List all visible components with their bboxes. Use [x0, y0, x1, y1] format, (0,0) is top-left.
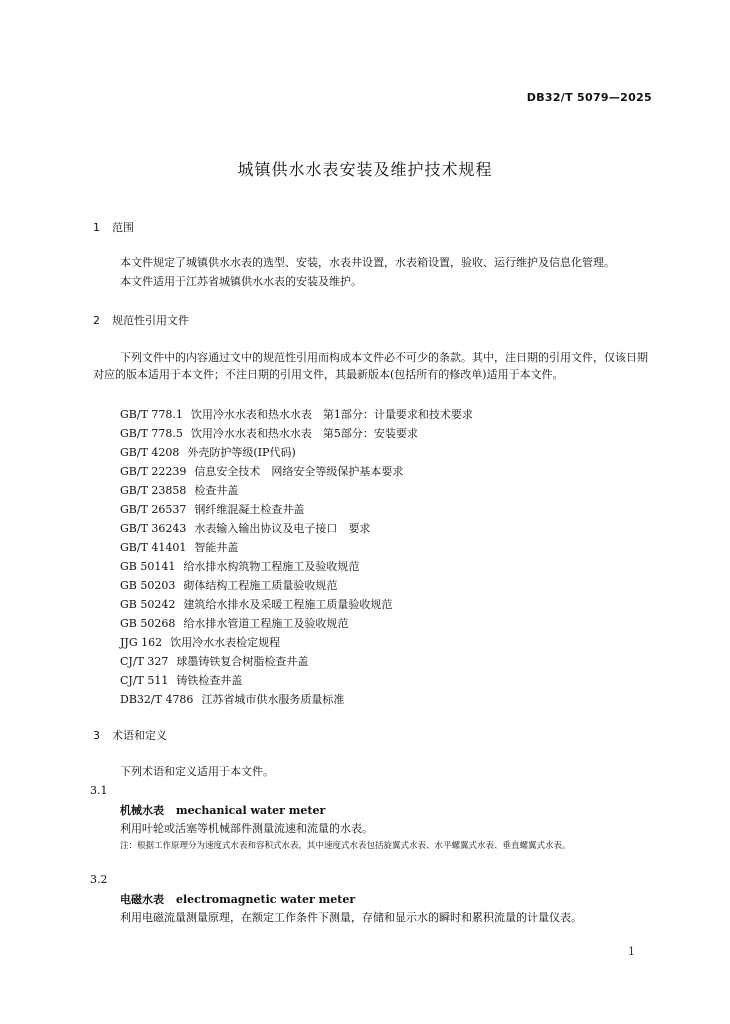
reference-name: 铸铁检查井盖 — [176, 674, 243, 687]
terms-intro: 下列术语和定义适用于本文件。 — [120, 765, 274, 778]
reference-item — [120, 405, 473, 424]
reference-name: 水表输入输出协议及电子接口 要求 — [194, 522, 371, 535]
reference-item — [120, 500, 304, 519]
term-heading — [120, 891, 355, 907]
section-heading-normative-references — [93, 312, 189, 328]
reference-code: GB/T 22239 — [120, 465, 187, 478]
reference-name: 饮用冷水水表和热水水表 第1部分：计量要求和技术要求 — [190, 408, 473, 421]
reference-item — [120, 462, 403, 481]
reference-code: CJ/T 511 — [120, 674, 169, 687]
term-heading — [120, 802, 325, 818]
reference-code: GB/T 4208 — [120, 446, 180, 459]
reference-item — [120, 633, 280, 652]
reference-name: 外壳防护等级(IP代码) — [187, 446, 296, 459]
references-intro: 下列文件中的内容通过文中的规范性引用而构成本文件必不可少的条款。其中，注日期的引用文件，仅该日期对应的版本适用于本文件；不注日期的引用文件，其最新版本(包括所有的修改单)适用于本文件。 — [93, 351, 648, 381]
reference-item — [120, 614, 348, 633]
page-number: 1 — [628, 945, 635, 958]
section-title: 范围 — [112, 221, 134, 234]
reference-item — [120, 576, 337, 595]
reference-code: GB 50242 — [120, 598, 176, 611]
scope-paragraph-1: 本文件规定了城镇供水水表的选型、安装，水表井设置，水表箱设置，验收、运行维护及信息化管理。 — [120, 256, 615, 269]
reference-item — [120, 519, 370, 538]
reference-name: 江苏省城市供水服务质量标准 — [201, 693, 345, 706]
reference-item — [120, 538, 238, 557]
term-definition: 利用叶轮或活塞等机械部件测量流速和流量的水表。 — [120, 822, 373, 835]
reference-code: GB/T 36243 — [120, 522, 187, 535]
reference-item — [120, 443, 296, 462]
reference-code: GB/T 778.5 — [120, 427, 183, 440]
reference-code: JJG 162 — [120, 636, 163, 649]
reference-code: GB 50141 — [120, 560, 176, 573]
reference-name: 球墨铸铁复合树脂检查井盖 — [176, 655, 309, 668]
term-cn: 机械水表 — [120, 804, 164, 817]
document-title: 城镇供水水表安装及维护技术规程 — [237, 160, 493, 179]
scope-paragraph-2: 本文件适用于江苏省城镇供水水表的安装及维护。 — [120, 275, 362, 288]
reference-code: GB/T 23858 — [120, 484, 187, 497]
reference-code: CJ/T 327 — [120, 655, 169, 668]
reference-code: DB32/T 4786 — [120, 693, 194, 706]
reference-code: GB 50268 — [120, 617, 176, 630]
reference-name: 信息安全技术 网络安全等级保护基本要求 — [194, 465, 404, 478]
reference-name: 建筑给水排水及采暖工程施工质量验收规范 — [183, 598, 393, 611]
reference-item — [120, 595, 392, 614]
section-heading-terms — [93, 727, 167, 743]
reference-item — [120, 652, 308, 671]
standard-number: DB32/T 5079—2025 — [526, 91, 652, 104]
reference-code: GB/T 41401 — [120, 541, 187, 554]
reference-code: GB 50203 — [120, 579, 176, 592]
section-title: 术语和定义 — [112, 729, 167, 742]
term-note: 注：根据工作原理分为速度式水表和容积式水表，其中速度式水表包括旋翼式水表、水平螺翼式水表、垂直螺翼式水表。 — [120, 841, 571, 851]
reference-item — [120, 424, 418, 443]
term-en: electromagnetic water meter — [176, 893, 356, 906]
reference-name: 砌体结构工程施工质量验收规范 — [183, 579, 338, 592]
section-number: 1 — [93, 221, 100, 234]
reference-name: 钢纤维混凝土检查井盖 — [194, 503, 305, 516]
section-title: 规范性引用文件 — [112, 314, 189, 327]
reference-item — [120, 557, 359, 576]
reference-code: GB/T 778.1 — [120, 408, 183, 421]
term-definition: 利用电磁流量测量原理，在额定工作条件下测量，存储和显示水的瞬时和累积流量的计量仪表。 — [120, 911, 582, 924]
term-number: 3.2 — [90, 873, 108, 886]
reference-code: GB/T 26537 — [120, 503, 187, 516]
reference-name: 给水排水管道工程施工及验收规范 — [183, 617, 349, 630]
reference-name: 智能井盖 — [194, 541, 239, 554]
term-en: mechanical water meter — [176, 804, 326, 817]
section-number: 3 — [93, 729, 100, 742]
reference-name: 饮用冷水水表检定规程 — [170, 636, 281, 649]
reference-item — [120, 481, 238, 500]
reference-item — [120, 671, 242, 690]
reference-name: 饮用冷水水表和热水水表 第5部分：安装要求 — [190, 427, 418, 440]
term-cn: 电磁水表 — [120, 893, 164, 906]
reference-item — [120, 690, 344, 709]
section-heading-scope — [93, 219, 134, 235]
reference-name: 检查井盖 — [194, 484, 239, 497]
term-number: 3.1 — [90, 784, 108, 797]
reference-name: 给水排水构筑物工程施工及验收规范 — [183, 560, 360, 573]
section-number: 2 — [93, 314, 100, 327]
